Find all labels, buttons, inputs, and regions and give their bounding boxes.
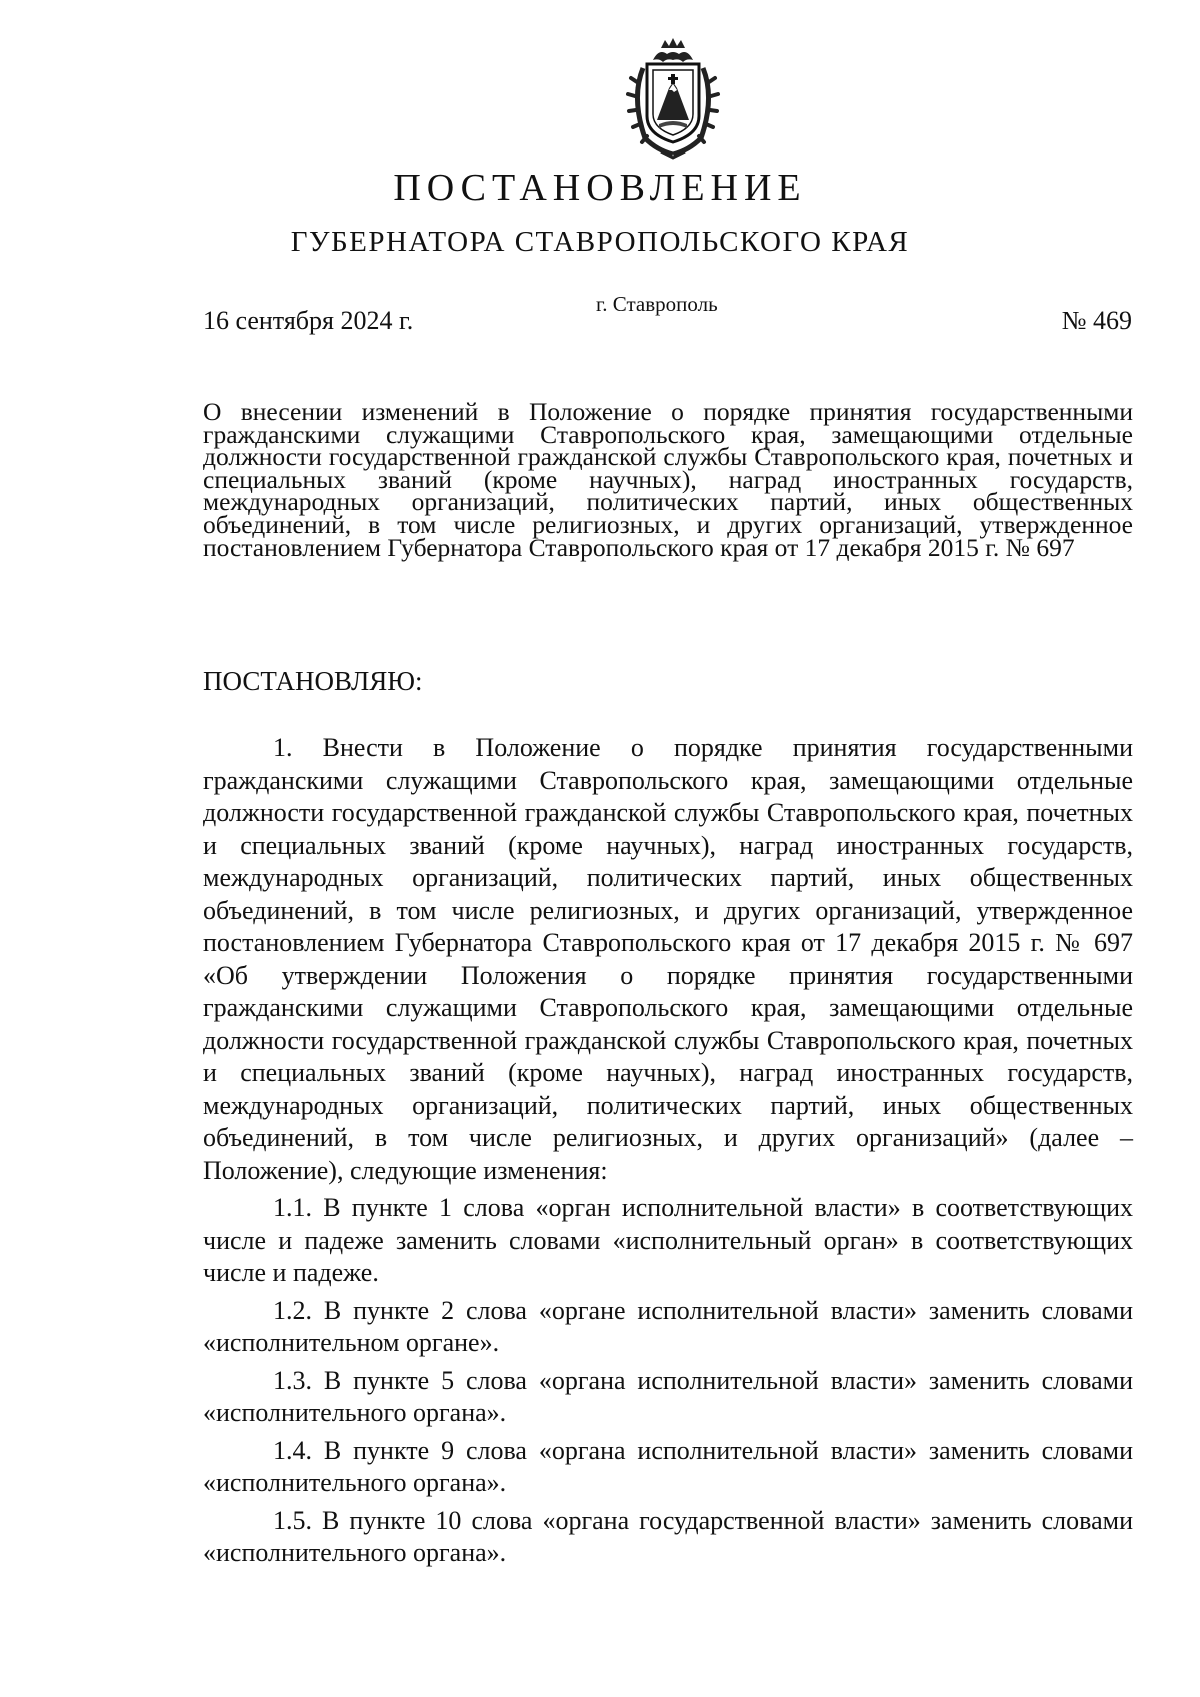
paragraph-1-5: 1.5. В пункте 10 слова «органа государственной власти» заменить словами «исполнительного органа».: [203, 1505, 1133, 1567]
document-body: [203, 732, 1133, 1570]
coat-of-arms-icon: [623, 38, 723, 160]
paragraph-1: 1. Внести в Положение о порядке принятия государственными гражданскими служащими Ставропольского края, замещающими отдельные должности государственной гражданской службы Ставропольского края, почетных и специальных званий (кроме научных), наград иностранных государств, международных организаций, политических партий, иных общественных объединений, в том числе религиозных, и других организаций, утвержденное постановлением Губернатора Ставропольского края от 17 декабря 2015 г. № 697 «Об утверждении Положения о порядке принятия государственными гражданскими служащими Ставропольского края, замещающими отдельные должности государственной гражданской службы Ставропольского края, почетных и специальных званий (кроме научных), наград иностранных государств, международных организаций, политических партий, иных общественных объединений, в том числе религиозных, и других организаций» (далее – Положение), следующие изменения:: [203, 733, 1133, 1185]
document-date: 16 сентября 2024 г.: [203, 306, 414, 335]
document-subtitle: ГУБЕРНАТОРА СТАВРОПОЛЬСКОГО КРАЯ: [290, 226, 910, 258]
paragraph-1-1: 1.1. В пункте 1 слова «орган исполнительной власти» в соответствующих числе и падеже заменить словами «исполнительный орган» в соответствующих числе и падеже.: [203, 1193, 1133, 1287]
paragraph-1-4: 1.4. В пункте 9 слова «органа исполнительной власти» заменить словами «исполнительного органа».: [203, 1435, 1133, 1497]
document-city: г. Ставрополь: [596, 292, 718, 316]
decree-word: ПОСТАНОВЛЯЮ:: [203, 666, 423, 696]
paragraph-1-2: 1.2. В пункте 2 слова «органе исполнительной власти» заменить словами «исполнительном органе».: [203, 1295, 1133, 1357]
document-heading: О внесении изменений в Положение о порядке принятия государственными гражданскими служащими Ставропольского края, замещающими отдельные должности государственной гражданской службы Ставропольского края, почетных и специальных званий (кроме научных), наград иностранных государств, международных организаций, политических партий, иных общественных объединений, в том числе религиозных, и других организаций, утвержденное постановлением Губернатора Ставропольского края от 17 декабря 2015 г. № 697: [203, 397, 1133, 562]
document-title: ПОСТАНОВЛЕНИЕ: [393, 167, 807, 209]
document-number: № 469: [1061, 306, 1132, 335]
paragraph-1-3: 1.3. В пункте 5 слова «органа исполнительной власти» заменить словами «исполнительного органа».: [203, 1365, 1133, 1427]
